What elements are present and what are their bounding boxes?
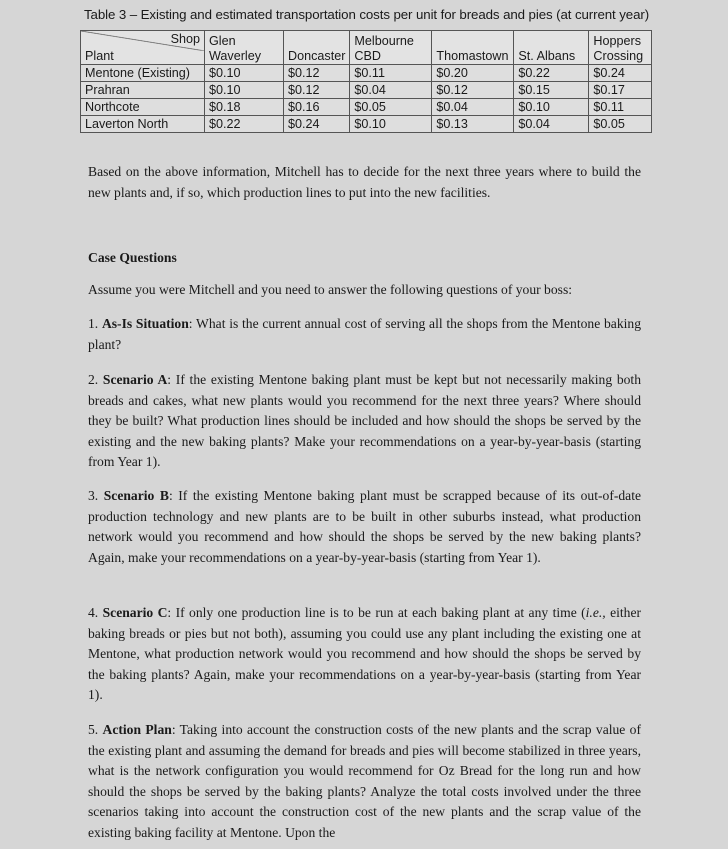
question-3: 3. Scenario B: If the existing Mentone baking plant must be scrapped because of its out-of-date production technology and new plants are to be built in other suburbs instead, what production network would you recommend and how should the shops be served by the new baking plants? Again, make your recommendations on a year-by-year-basis (starting from Year 1). <box>88 488 642 565</box>
plant-name: Northcote <box>81 99 205 116</box>
table-row <box>81 116 652 133</box>
case-heading: Case Questions <box>88 250 177 265</box>
cost-cell: $0.18 <box>205 99 284 116</box>
cost-cell: $0.10 <box>350 116 432 133</box>
cost-cell: $0.11 <box>350 65 432 82</box>
col-header: Melbourne CBD <box>350 31 432 65</box>
question-4: 4. Scenario C: If only one production line is to be run at each baking plant at any time (i.e., either baking breads or pies but not both), assuming you could use any plant including the existing one at Mentone, what production network would you recommend and how should the shops be served by the baking plants? Again, make your recommendations on a year-by-year-basis (starting from Year 1). <box>88 605 642 703</box>
transport-cost-table <box>80 30 652 133</box>
col-header: St. Albans <box>514 31 589 65</box>
plant-name: Laverton North <box>81 116 205 133</box>
cost-cell: $0.22 <box>514 65 589 82</box>
corner-cell <box>81 31 205 65</box>
cost-cell: $0.13 <box>432 116 514 133</box>
cost-cell: $0.04 <box>350 82 432 99</box>
cost-cell: $0.15 <box>514 82 589 99</box>
cost-cell: $0.24 <box>589 65 652 82</box>
table-row <box>81 65 652 82</box>
cost-cell: $0.11 <box>589 99 652 116</box>
plant-name: Mentone (Existing) <box>81 65 205 82</box>
plant-name: Prahran <box>81 82 205 99</box>
cost-cell: $0.16 <box>284 99 350 116</box>
col-header: Thomastown <box>432 31 514 65</box>
col-header: Hoppers Crossing <box>589 31 652 65</box>
cost-cell: $0.12 <box>284 82 350 99</box>
cost-cell: $0.04 <box>432 99 514 116</box>
cost-cell: $0.04 <box>514 116 589 133</box>
cost-cell: $0.22 <box>205 116 284 133</box>
table-row <box>81 82 652 99</box>
cost-cell: $0.10 <box>205 65 284 82</box>
table-header-row <box>81 31 652 65</box>
cost-cell: $0.12 <box>432 82 514 99</box>
corner-shop: Shop <box>170 32 200 46</box>
col-header: Glen Waverley <box>205 31 284 65</box>
cost-cell: $0.17 <box>589 82 652 99</box>
table-row <box>81 99 652 116</box>
question-2: 2. Scenario A: If the existing Mentone baking plant must be kept but not necessarily making both breads and cakes, what new plants would you recommend for the next three years? Where should they be built? What production lines should be included and how should the shops be served by the existing and the new baking plants? Make your recommendations on a year-by-year-basis (starting from Year 1). <box>88 372 642 470</box>
question-1: 1. As-Is Situation: What is the current annual cost of serving all the shops from the Mentone baking plant? <box>88 316 641 352</box>
table-caption: Table 3 – Existing and estimated transportation costs per unit for breads and pies (at current year) <box>84 7 650 22</box>
cost-cell: $0.12 <box>284 65 350 82</box>
cost-cell: $0.10 <box>514 99 589 116</box>
question-5: 5. Action Plan: Taking into account the construction costs of the new plants and the scrap value of the existing plant and assuming the demand for breads and pies will become stabilized in three years, what is the network configuration you would recommend for Oz Bread for the long run and how should the shops be served by the baking plants? Analyze the total costs involved under the three scenarios taking into account the construction cost of the new plants and the scrap value of the existing baking facility at Mentone. Upon the <box>88 722 641 840</box>
intro-paragraph: Based on the above information, Mitchell has to decide for the next three years where to build the new plants and, if so, which production lines to put into the new facilities. <box>88 164 641 200</box>
cost-cell: $0.20 <box>432 65 514 82</box>
cost-cell: $0.05 <box>350 99 432 116</box>
cost-cell: $0.05 <box>589 116 652 133</box>
assume-paragraph: Assume you were Mitchell and you need to answer the following questions of your boss: <box>88 282 573 297</box>
col-header: Doncaster <box>284 31 350 65</box>
corner-plant: Plant <box>85 49 114 63</box>
cost-cell: $0.24 <box>284 116 350 133</box>
cost-cell: $0.10 <box>205 82 284 99</box>
